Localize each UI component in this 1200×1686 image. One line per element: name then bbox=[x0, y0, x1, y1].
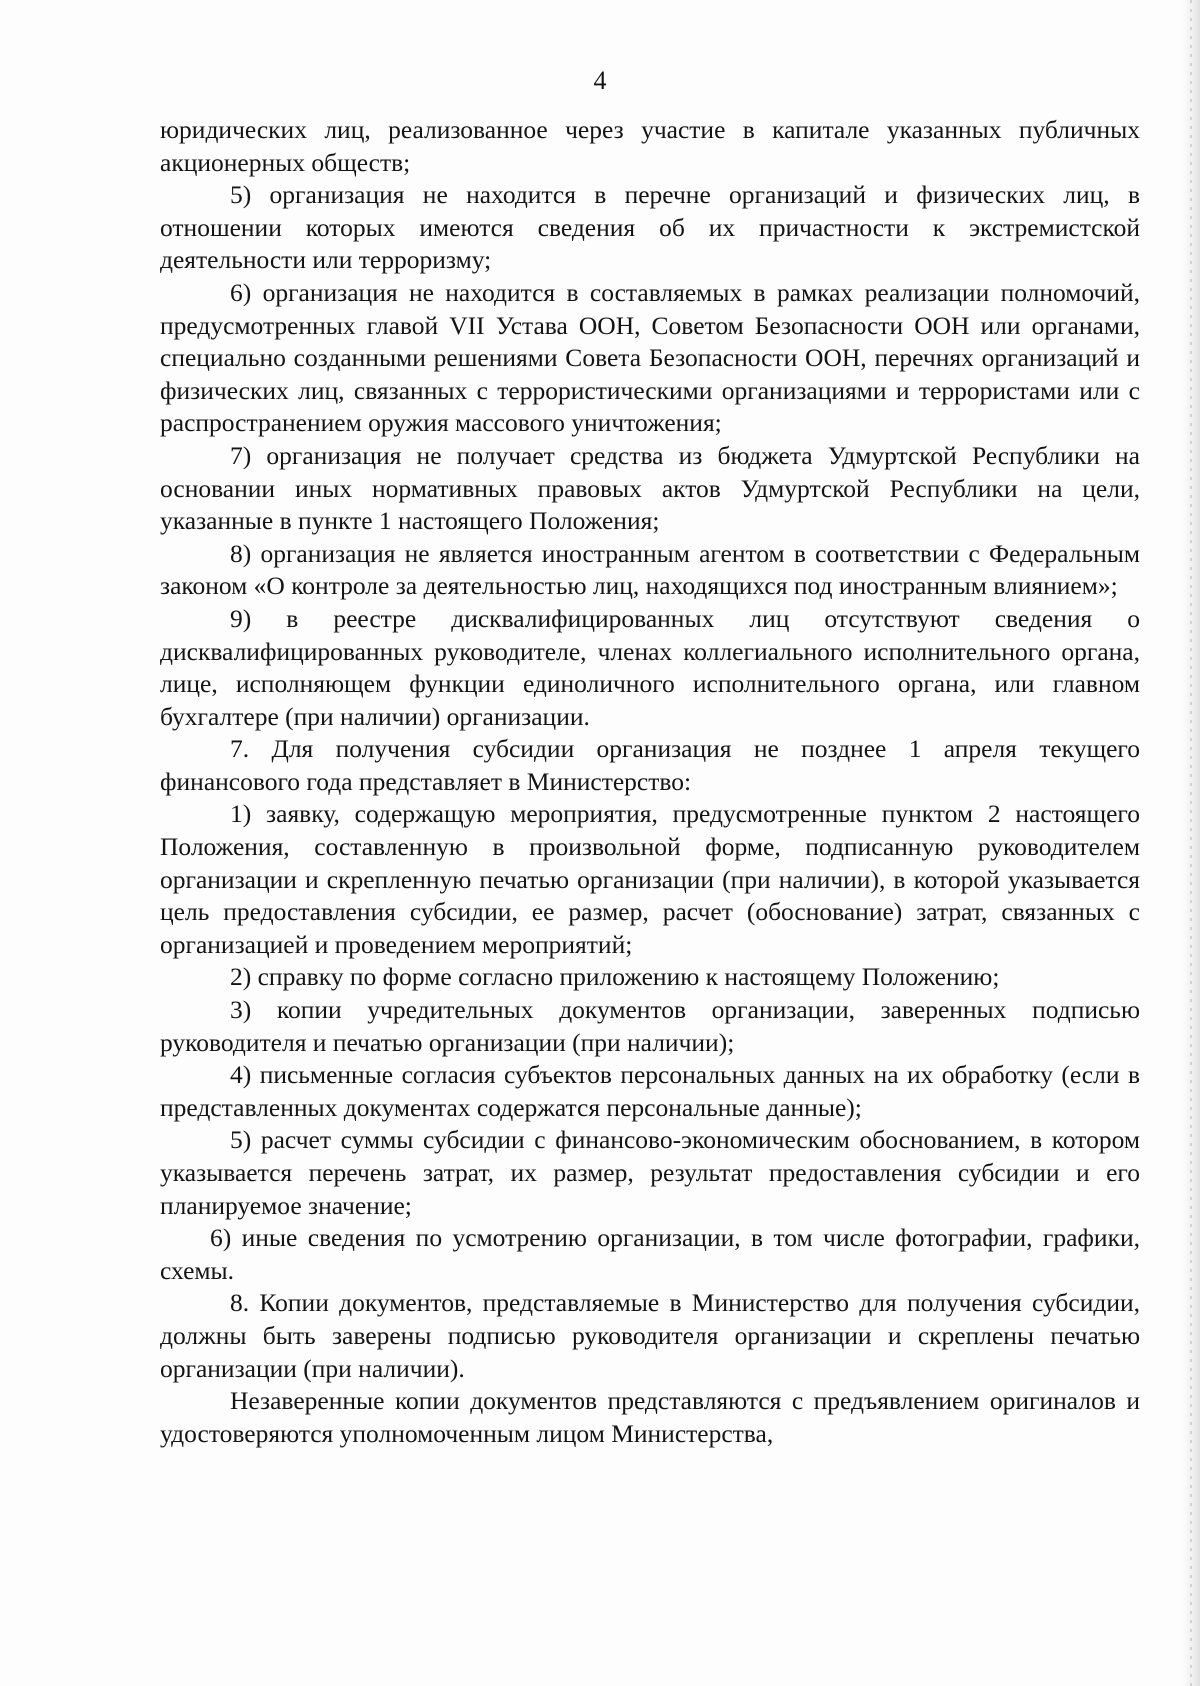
paragraph-item-7: 7) организация не получает средства из бюджета Удмуртской Республики на основании иных нормативных правовых актов Удмуртской Республики на цели, указанные в пункте 1 настоящего Положения; bbox=[160, 440, 1140, 536]
paragraph-item-9: 9) в реестре дисквалифицированных лиц отсутствуют сведения о дисквалифицированных руководителе, членах коллегиального исполнительного органа, лице, исполняющем функции единоличного исполнительного органа, или главном бухгалтере (при наличии) организации. bbox=[160, 603, 1140, 731]
paragraph-item-5: 5) организация не находится в перечне организаций и физических лиц, в отношении которых имеются сведения об их причастности к экстремистской деятельности или терроризму; bbox=[160, 180, 1140, 275]
paragraph-clause-8: 8. Копии документов, представляемые в Министерство для получения субсидии, должны быть заверены подписью руководителя организации и скреплены печатью организации (при наличии). bbox=[160, 1288, 1140, 1383]
document-body bbox=[160, 114, 1140, 1450]
paragraph-clause-7-item-6: 6) иные сведения по усмотрению организации, в том числе фотографии, графики, схемы. bbox=[160, 1223, 1140, 1285]
paragraph-clause-7-item-1: 1) заявку, содержащую мероприятия, предусмотренные пунктом 2 настоящего Положения, составленную в произвольной форме, подписанную руководителем организации и скрепленную печатью организации (при наличии), в которой указывается цель предоставления субсидии, ее размер, расчет (обоснование) затрат, связанных с организацией и проведением мероприятий; bbox=[160, 799, 1140, 959]
scan-edge-dots bbox=[1190, 0, 1192, 1686]
paragraph-clause-8-continuation: Незаверенные копии документов представляются с предъявлением оригиналов и удостоверяются уполномоченным лицом Министерства, bbox=[160, 1386, 1140, 1448]
paragraph-item-6: 6) организация не находится в составляемых в рамках реализации полномочий, предусмотренных главой VII Устава ООН, Советом Безопасности ООН или органами, специально созданными решениями Совета Безопасности ООН, перечнях организаций и физических лиц, связанных с террористическими организациями и террористами или с распространением оружия массового уничтожения; bbox=[160, 277, 1140, 438]
paragraph-clause-7-item-3: 3) копии учредительных документов организации, заверенных подписью руководителя и печатью организации (при наличии); bbox=[160, 995, 1140, 1057]
paragraph-clause-7-item-4: 4) письменные согласия субъектов персональных данных на их обработку (если в представленных документах содержатся персональные данные); bbox=[160, 1060, 1140, 1122]
paragraph-clause-7-item-5: 5) расчет суммы субсидии с финансово-экономическим обоснованием, в котором указывается перечень затрат, их размер, результат предоставления субсидии и его планируемое значение; bbox=[160, 1125, 1140, 1220]
paragraph-clause-7: 7. Для получения субсидии организация не позднее 1 апреля текущего финансового года представляет в Министерство: bbox=[160, 734, 1140, 796]
paragraph-item-8: 8) организация не является иностранным агентом в соответствии с Федеральным законом «О контроле за деятельностью лиц, находящихся под иностранным влиянием»; bbox=[160, 538, 1140, 601]
paragraph-clause-7-item-2: 2) справку по форме согласно приложению к настоящему Положению; bbox=[230, 962, 1000, 992]
page-number: 4 bbox=[593, 66, 607, 95]
paragraph-continuation: юридических лиц, реализованное через участие в капитале указанных публичных акционерных обществ; bbox=[160, 115, 1140, 177]
